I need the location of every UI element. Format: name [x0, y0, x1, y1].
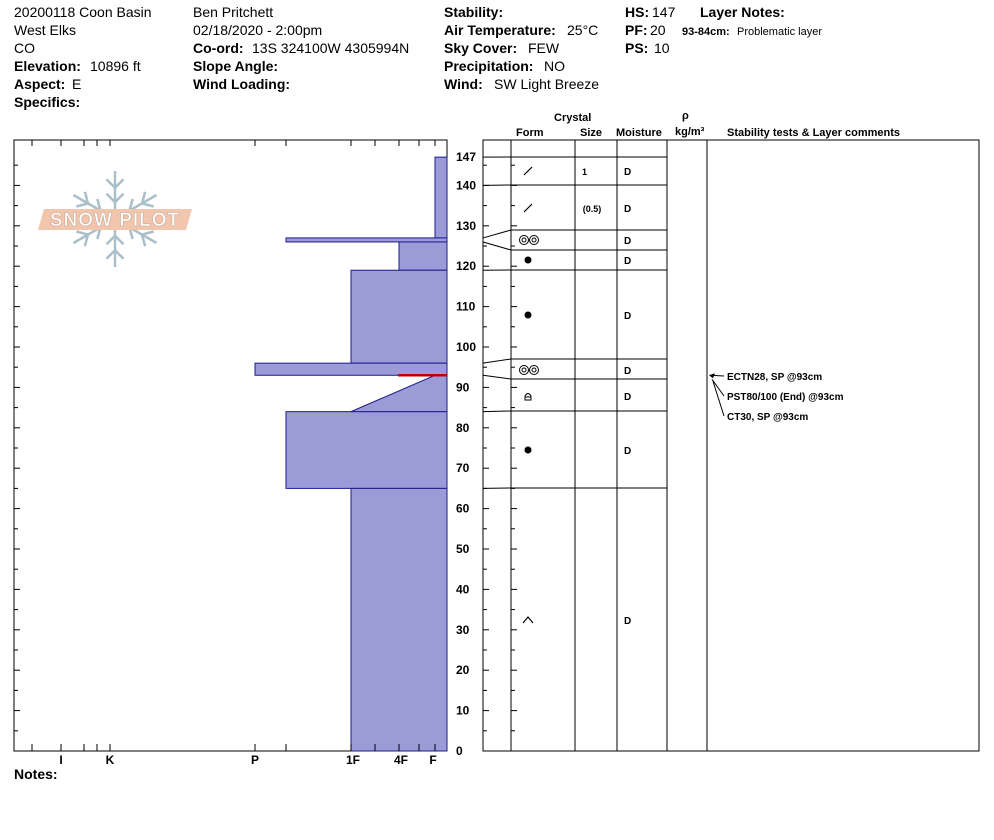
hardness-layer-1: [286, 238, 447, 242]
crystal-moisture-text: D: [624, 311, 632, 322]
connector-line: [483, 411, 511, 412]
height-tick-label: 70: [456, 461, 470, 476]
hs-label: HS:: [625, 4, 650, 20]
aspect-value: E: [72, 76, 82, 92]
crystal-form-meltfreeze-icon: [532, 238, 536, 242]
observer: Ben Pritchett: [193, 4, 274, 20]
connector-line: [483, 242, 511, 250]
stability-arrow-line: [713, 381, 724, 416]
notes-label: Notes:: [14, 766, 58, 782]
crystal-form-meltfreeze-icon: [522, 368, 526, 372]
precip-value: NO: [544, 58, 565, 74]
wind-value: SW Light Breeze: [494, 76, 600, 92]
height-tick-label: 30: [456, 622, 470, 637]
pf-label: PF:: [625, 22, 648, 38]
stability-test-text: ECTN28, SP @93cm: [727, 372, 823, 383]
height-tick-label: 20: [456, 663, 470, 678]
height-tick-label: 147: [456, 150, 477, 165]
hardness-layer-0: [435, 157, 447, 238]
crystal-moisture-text: D: [624, 616, 632, 627]
crystal-moisture-text: D: [624, 446, 632, 457]
hardness-tick-label: K: [105, 753, 115, 767]
connector-line: [483, 375, 511, 379]
crystal-form-rounded-icon: [525, 312, 532, 319]
comments-header: Stability tests & Layer comments: [727, 127, 901, 139]
air-temp-label: Air Temperature:: [444, 22, 556, 38]
crystal-form-decomposing-icon: [524, 167, 532, 175]
coord-label: Co-ord:: [193, 40, 244, 56]
crystal-form-rounded-icon: [525, 257, 532, 264]
wind-loading-label: Wind Loading:: [193, 76, 291, 92]
hardness-layer-3: [351, 270, 447, 363]
crystal-form-meltfreeze-icon: [530, 366, 539, 375]
height-tick-label: 50: [456, 542, 470, 556]
connector-line: [483, 230, 511, 238]
stability-test-text: PST80/100 (End) @93cm: [727, 392, 844, 403]
elevation-label: Elevation:: [14, 58, 81, 74]
size-header: Size: [580, 127, 603, 139]
layer-notes-text: Problematic layer: [737, 26, 822, 38]
elevation-value: 10896 ft: [90, 58, 141, 74]
crystal-form-meltfreeze-icon: [530, 236, 539, 245]
site-name: 20200118 Coon Basin: [14, 4, 152, 20]
crystal-symbols: [520, 167, 539, 623]
hs-value: 147: [652, 4, 676, 20]
stability-test-text: CT30, SP @93cm: [727, 412, 809, 423]
crystal-table-frame: [483, 140, 979, 751]
hardness-layer-4: [255, 363, 447, 375]
crystal-form-meltfreeze-icon: [532, 368, 536, 372]
form-header: Form: [516, 127, 544, 139]
crystal-form-meltfreeze-icon: [520, 366, 529, 375]
hardness-tick-label: F: [429, 753, 437, 767]
sky-cover-value: FEW: [528, 40, 560, 56]
hardness-layer-2: [399, 242, 447, 270]
layer-notes-title: Layer Notes:: [700, 4, 785, 20]
aspect-label: Aspect:: [14, 76, 66, 92]
slope-angle-label: Slope Angle:: [193, 58, 279, 74]
hardness-tick-label: 4F: [393, 753, 409, 767]
height-tick-label: 60: [456, 501, 470, 516]
hardness-layer-tapered: [351, 375, 447, 411]
crystal-form-depthhoar-icon: [523, 617, 533, 623]
crystal-moisture-text: D: [624, 167, 632, 178]
height-tick-label: 80: [456, 420, 470, 435]
hardness-layer-6: [351, 488, 447, 751]
pf-value: 20: [650, 22, 666, 38]
crystal-form-meltfreeze-icon: [522, 238, 526, 242]
wind-label: Wind:: [444, 76, 483, 92]
datetime: 02/18/2020 - 2:00pm: [193, 22, 323, 38]
crystal-moisture-text: D: [624, 236, 632, 247]
crystal-moisture-text: D: [624, 256, 632, 267]
precip-label: Precipitation:: [444, 58, 534, 74]
coord-value: 13S 324100W 4305994N: [252, 40, 410, 56]
crystal-header: Crystal: [554, 112, 592, 124]
crystal-moisture-text: D: [624, 204, 632, 215]
crystal-size-text: 1: [582, 167, 588, 177]
density-header: kg/m³: [675, 126, 705, 138]
height-tick-label: 90: [456, 380, 470, 395]
crystal-size-text: (0.5): [582, 204, 602, 214]
crystal-moisture-text: D: [624, 366, 632, 377]
hardness-tick-label: P: [250, 753, 260, 767]
crystal-form-meltfreeze-icon: [520, 236, 529, 245]
moisture-header: Moisture: [616, 127, 662, 139]
specifics-label: Specifics:: [14, 94, 81, 110]
hardness-tick-label: I: [59, 753, 63, 767]
hardness-layer-5: [286, 412, 447, 489]
height-tick-label: 10: [456, 703, 470, 718]
state: CO: [14, 40, 35, 56]
air-temp-value: 25°C: [567, 22, 599, 38]
layer-notes-range: 93-84cm:: [682, 26, 730, 38]
height-tick-label: 0: [456, 744, 463, 758]
sky-cover-label: Sky Cover:: [444, 40, 518, 56]
height-tick-label: 120: [456, 259, 477, 274]
height-tick-label: 140: [456, 178, 477, 193]
height-tick-label: 110: [456, 299, 476, 314]
height-tick-label: 100: [456, 340, 477, 354]
crystal-form-decomposing-icon: [524, 204, 532, 212]
hardness-tick-label: 1F: [345, 753, 361, 767]
crystal-moisture-text: D: [624, 392, 632, 403]
crystal-form-faceted-icon: [525, 394, 531, 401]
stability-label: Stability:: [444, 4, 504, 20]
stability-arrow-line: [712, 379, 724, 396]
height-tick-label: 40: [456, 582, 470, 597]
ps-label: PS:: [625, 40, 649, 56]
rho-header: ρ: [682, 110, 689, 122]
crystal-form-rounded-icon: [525, 447, 532, 454]
logo-text: SNOW PILOT: [49, 210, 181, 231]
connector-line: [483, 359, 511, 363]
height-tick-label: 130: [456, 218, 477, 233]
mountain-range: West Elks: [14, 22, 76, 38]
ps-value: 10: [654, 40, 670, 56]
